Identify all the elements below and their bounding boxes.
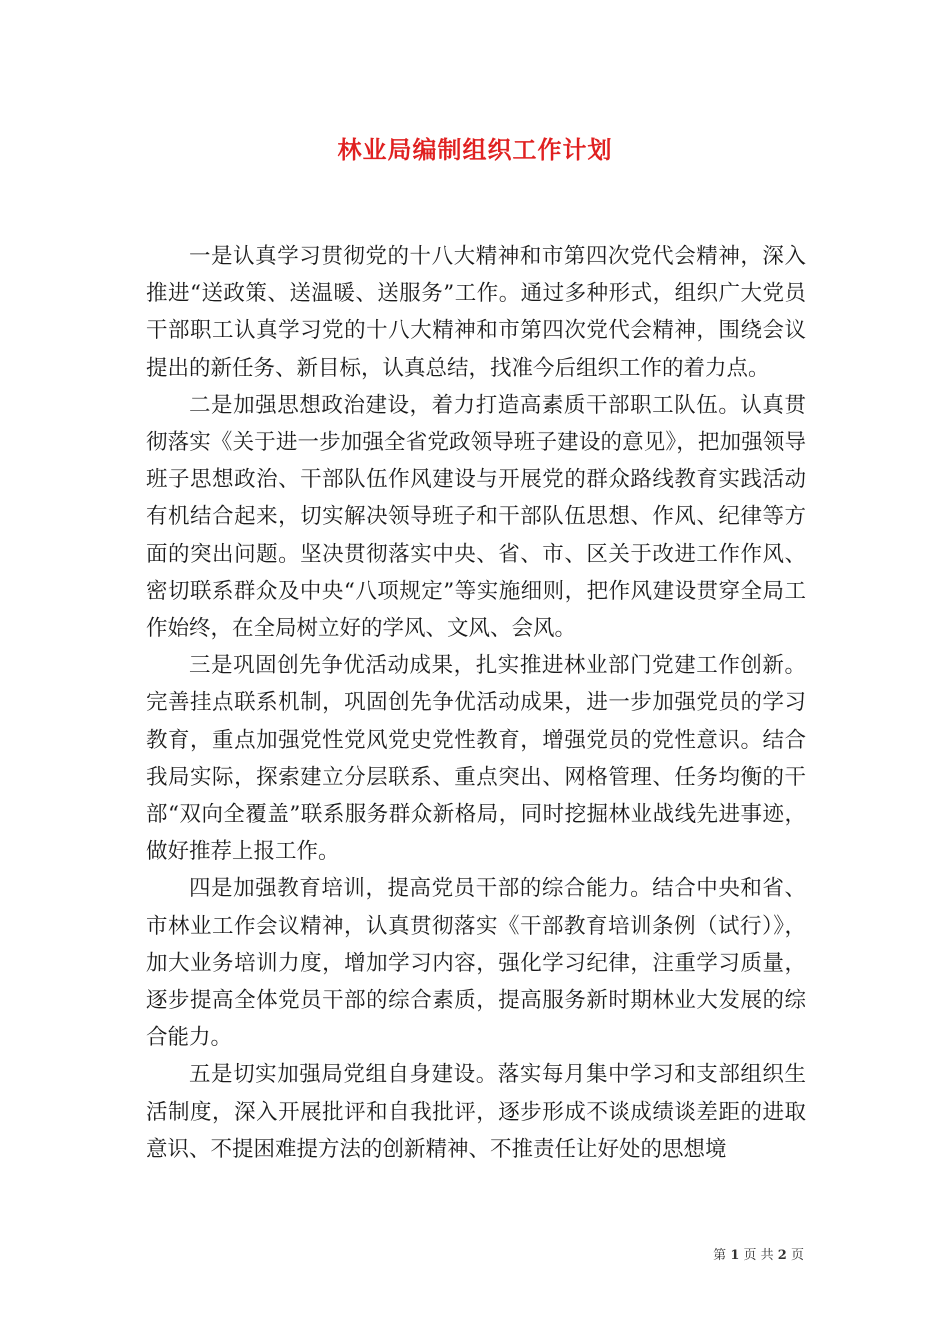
footer-middle: 页 共 [743,1248,774,1263]
document-body [146,238,806,1168]
current-page-number: 1 [730,1248,740,1263]
paragraph-4: 四是加强教育培训，提高党员干部的综合能力。结合中央和省、市林业工作会议精神，认真贯彻落实《干部教育培训条例（试行）》，加大业务培训力度，增加学习内容，强化学习纪律，注重学习质量，逐步提高全体党员干部的综合素质，提高服务新时期林业大发展的综合能力。 [146,876,806,1051]
footer-suffix: 页 [790,1248,804,1263]
document-title: 林业局编制组织工作计划 [337,135,613,164]
paragraph-2: 二是加强思想政治建设，着力打造高素质干部职工队伍。认真贯彻落实《关于进一步加强全省党政领导班子建设的意见》，把加强领导班子思想政治、干部队伍作风建设与开展党的群众路线教育实践活动有机结合起来，切实解决领导班子和干部队伍思想、作风、纪律等方面的突出问题。坚决贯彻落实中央、省、市、区关于改进工作作风、密切联系群众及中央“八项规定”等实施细则，把作风建设贯穿全局工作始终，在全局树立好的学风、文风、会风。 [146,392,806,642]
paragraph-3: 三是巩固创先争优活动成果，扎实推进林业部门党建工作创新。完善挂点联系机制，巩固创先争优活动成果，进一步加强党员的学习教育，重点加强党性党风党史党性教育，增强党员的党性意识。结合我局实际，探索建立分层联系、重点突出、网格管理、任务均衡的干部“双向全覆盖”联系服务群众新格局，同时挖掘林业战线先进事迹，做好推荐上报工作。 [146,653,806,865]
paragraph-1: 一是认真学习贯彻党的十八大精神和市第四次党代会精神，深入推进“送政策、送温暖、送服务”工作。通过多种形式，组织广大党员干部职工认真学习党的十八大精神和市第四次党代会精神，围绕会议提出的新任务、新目标，认真总结，找准今后组织工作的着力点。 [146,244,806,381]
paragraph-5: 五是切实加强局党组自身建设。落实每月集中学习和支部组织生活制度，深入开展批评和自我批评，逐步形成不谈成绩谈差距的进取意识、不提困难提方法的创新精神、不推责任让好处的思想境 [146,1062,806,1162]
footer-prefix: 第 [713,1248,727,1263]
total-page-number: 2 [777,1248,787,1263]
page-number-footer [713,1247,804,1265]
